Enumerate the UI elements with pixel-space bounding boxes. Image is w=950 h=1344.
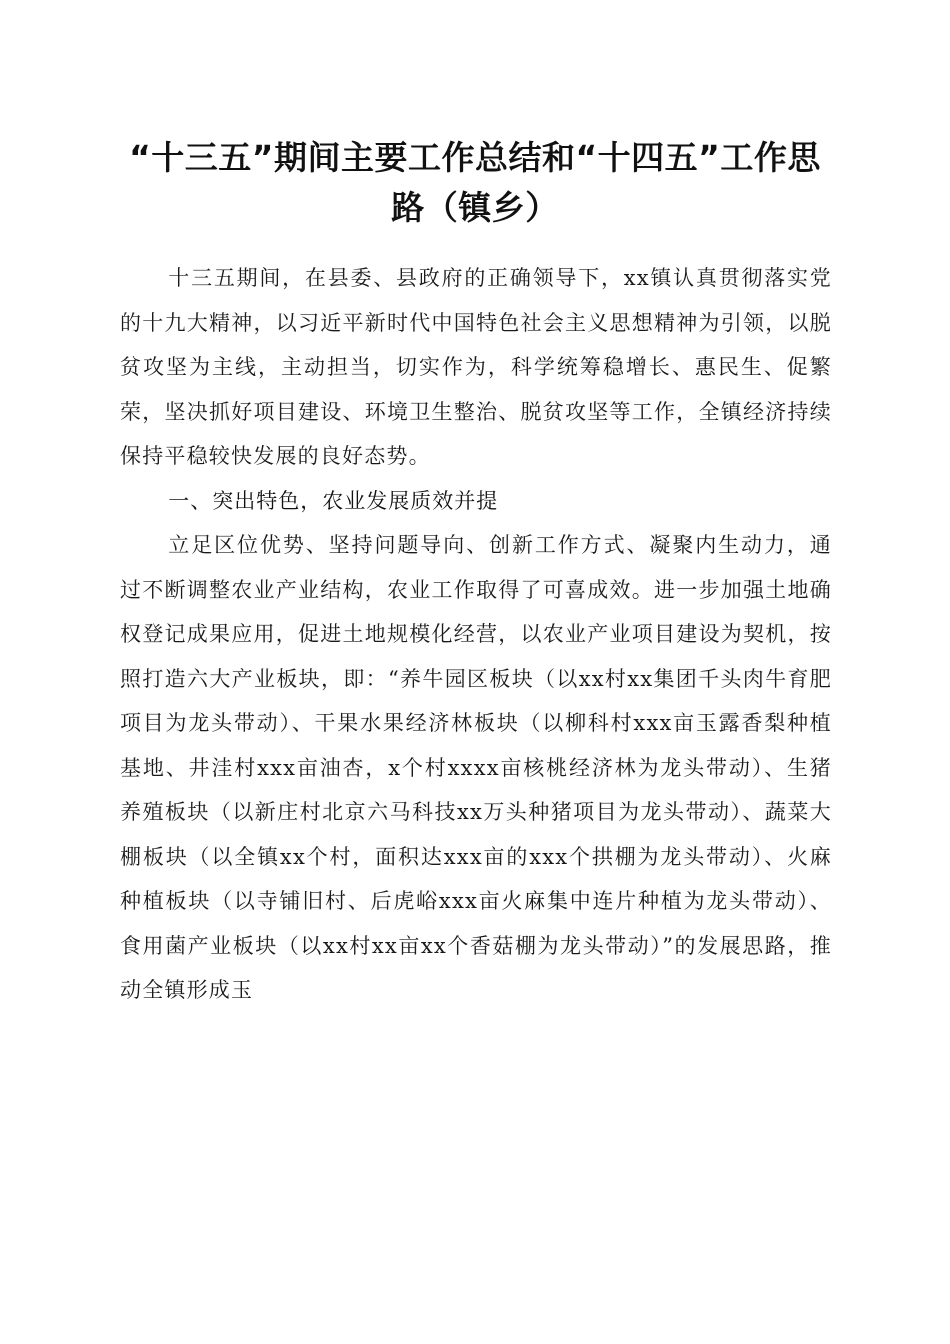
section-1-paragraph: 立足区位优势、坚持问题导向、创新工作方式、凝聚内生动力，通过不断调整农业产业结构，农业工作取得了可喜成效。进一步加强土地确权登记成果应用，促进土地规模化经营，以农业产业项目建设为契机，按照打造六大产业板块，即：“养牛园区板块（以xx村xx集团千头肉牛育肥项目为龙头带动）、干果水果经济林板块（以柳科村xxx亩玉露香梨种植基地、井洼村xxx亩油杏，x个村xxxx亩核桃经济林为龙头带动）、生猪养殖板块（以新庄村北京六马科技xx万头种猪项目为龙头带动）、蔬菜大棚板块（以全镇xx个村，面积达xxx亩的xxx个拱棚为龙头带动）、火麻种植板块（以寺铺旧村、后虎峪xxx亩火麻集中连片种植为龙头带动）、食用菌产业板块（以xx村xx亩xx个香菇棚为龙头带动）”的发展思路，推动全镇形成玉 (120, 533, 832, 1002)
section-heading-1: 一、突出特色，农业发展质效并提 (168, 488, 499, 513)
document-title: “十三五”期间主要工作总结和“十四五”工作思路（镇乡） (129, 138, 821, 227)
intro-paragraph: 十三五期间，在县委、县政府的正确领导下，xx镇认真贯彻落实党的十九大精神，以习近平新时代中国特色社会主义思想精神为引领，以脱贫攻坚为主线，主动担当，切实作为，科学统筹稳增长、惠民生、促繁荣，坚决抓好项目建设、环境卫生整治、脱贫攻坚等工作，全镇经济持续保持平稳较快发展的良好态势。 (120, 266, 832, 468)
document-body (120, 256, 832, 1013)
